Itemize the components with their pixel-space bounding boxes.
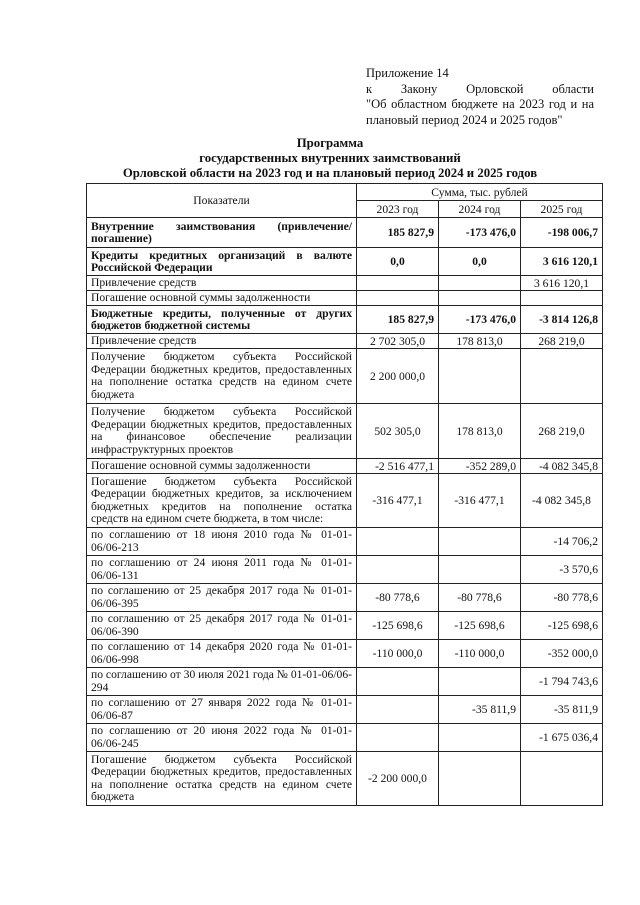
row-label: Погашение бюджетом субъекта Российской Федерации бюджетных кредитов, за исключением бюджетных кредитов на пополнение остатка средств на едином счете бюджета, в том числе: [87, 474, 357, 528]
value-2023: -316 477,1 [357, 474, 439, 528]
row-label: Внутренние заимствования (привлечение/погашение) [87, 218, 357, 248]
value-2024: 178 813,0 [439, 404, 521, 459]
row-label: Привлечение средств [87, 276, 357, 291]
value-2023: 0,0 [357, 248, 439, 276]
value-2023 [357, 668, 439, 696]
table-row [87, 640, 603, 668]
value-2023 [357, 291, 439, 306]
value-2025: 3 616 120,1 [521, 276, 603, 291]
value-2023 [357, 276, 439, 291]
value-2025: -1 675 036,4 [521, 724, 603, 752]
value-2024: -35 811,9 [439, 696, 521, 724]
title-line-3: Орловской области на 2023 год и на плановый период 2024 и 2025 годов [122, 166, 538, 180]
value-2024: -110 000,0 [439, 640, 521, 668]
row-label: Погашение бюджетом субъекта Российской Федерации бюджетных кредитов, предоставленных на пополнение остатка средств на едином счете бюджета [87, 752, 357, 806]
table-row [87, 334, 603, 349]
value-2025: 3 616 120,1 [521, 248, 603, 276]
row-label: Бюджетные кредиты, полученные от других бюджетов бюджетной системы [87, 306, 357, 334]
table-row [87, 584, 603, 612]
table-row [87, 404, 603, 459]
value-2025: -14 706,2 [521, 528, 603, 556]
appendix-line-2: к Закону Орловской области [366, 81, 594, 96]
row-label: по соглашению от 27 января 2022 года № 01-01-06/06-87 [87, 696, 357, 724]
table-row [87, 248, 603, 276]
value-2024: 178 813,0 [439, 334, 521, 349]
table-row [87, 668, 603, 696]
header-year-2023: 2023 год [357, 201, 439, 218]
value-2023 [357, 724, 439, 752]
value-2023: 2 702 305,0 [357, 334, 439, 349]
value-2025: -4 082 345,8 [521, 474, 603, 528]
appendix-line-1: Приложение 14 [366, 66, 449, 80]
value-2024 [439, 724, 521, 752]
appendix-line-3: "Об областном бюджете на 2023 год и на [366, 97, 594, 111]
table-row [87, 459, 603, 474]
appendix-header [366, 66, 594, 128]
value-2024: -173 476,0 [439, 306, 521, 334]
value-2025 [521, 349, 603, 404]
table-row [87, 218, 603, 248]
value-2025: -4 082 345,8 [521, 459, 603, 474]
row-label: по соглашению от 25 декабря 2017 года № 01-01-06/06-395 [87, 584, 357, 612]
value-2024: -80 778,6 [439, 584, 521, 612]
value-2023: -110 000,0 [357, 640, 439, 668]
row-label: Погашение основной суммы задолженности [87, 291, 357, 306]
value-2025: -125 698,6 [521, 612, 603, 640]
document-title [80, 136, 580, 181]
row-label: по соглашению от 24 июня 2011 года № 01-01-06/06-131 [87, 556, 357, 584]
title-line-2: государственных внутренних заимствований [199, 151, 461, 165]
table-row [87, 612, 603, 640]
header-indicator: Показатели [87, 184, 357, 218]
value-2024 [439, 752, 521, 806]
table-row [87, 306, 603, 334]
value-2024 [439, 291, 521, 306]
value-2025: -3 570,6 [521, 556, 603, 584]
row-label: по соглашению от 20 июня 2022 года № 01-01-06/06-245 [87, 724, 357, 752]
appendix-line-4: плановый период 2024 и 2025 годов" [366, 112, 563, 127]
borrowing-program-table [86, 183, 603, 806]
value-2025: -35 811,9 [521, 696, 603, 724]
row-label: Привлечение средств [87, 334, 357, 349]
row-label: по соглашению от 30 июля 2021 года № 01-01-06/06-294 [87, 668, 357, 696]
table-row [87, 724, 603, 752]
header-year-2024: 2024 год [439, 201, 521, 218]
value-2024: 0,0 [439, 248, 521, 276]
row-label: по соглашению от 18 июня 2010 года № 01-01-06/06-213 [87, 528, 357, 556]
value-2023: 185 827,9 [357, 218, 439, 248]
value-2023: -80 778,6 [357, 584, 439, 612]
table-row [87, 474, 603, 528]
value-2023 [357, 556, 439, 584]
value-2023: 2 200 000,0 [357, 349, 439, 404]
table-row [87, 276, 603, 291]
value-2025: -198 006,7 [521, 218, 603, 248]
value-2024 [439, 556, 521, 584]
value-2025: 268 219,0 [521, 404, 603, 459]
table-row [87, 349, 603, 404]
value-2024 [439, 349, 521, 404]
value-2023: -2 200 000,0 [357, 752, 439, 806]
row-label: Кредиты кредитных организаций в валюте Российской Федерации [87, 248, 357, 276]
row-label: по соглашению от 14 декабря 2020 года № 01-01-06/06-998 [87, 640, 357, 668]
value-2025: -352 000,0 [521, 640, 603, 668]
value-2023 [357, 696, 439, 724]
header-year-2025: 2025 год [521, 201, 603, 218]
row-label: Погашение основной суммы задолженности [87, 459, 357, 474]
value-2024 [439, 276, 521, 291]
value-2023: -2 516 477,1 [357, 459, 439, 474]
value-2024: -352 289,0 [439, 459, 521, 474]
row-label: Получение бюджетом субъекта Российской Федерации бюджетных кредитов, предоставленных на финансовое обеспечение реализации инфраструктурных проектов [87, 404, 357, 459]
table-row [87, 291, 603, 306]
value-2024: -173 476,0 [439, 218, 521, 248]
value-2025: -3 814 126,8 [521, 306, 603, 334]
header-sum: Сумма, тыс. рублей [357, 184, 603, 201]
value-2024 [439, 528, 521, 556]
value-2025: -80 778,6 [521, 584, 603, 612]
row-label: по соглашению от 25 декабря 2017 года № 01-01-06/06-390 [87, 612, 357, 640]
row-label: Получение бюджетом субъекта Российской Федерации бюджетных кредитов, предоставленных на пополнение остатка средств на едином счете бюджета [87, 349, 357, 404]
table-row [87, 696, 603, 724]
value-2024 [439, 668, 521, 696]
value-2025 [521, 291, 603, 306]
table-row [87, 556, 603, 584]
value-2023: -125 698,6 [357, 612, 439, 640]
value-2025: -1 794 743,6 [521, 668, 603, 696]
value-2025 [521, 752, 603, 806]
value-2023 [357, 528, 439, 556]
title-line-1: Программа [296, 136, 364, 150]
table-row [87, 752, 603, 806]
value-2023: 502 305,0 [357, 404, 439, 459]
value-2024: -125 698,6 [439, 612, 521, 640]
value-2025: 268 219,0 [521, 334, 603, 349]
table-row [87, 528, 603, 556]
value-2024: -316 477,1 [439, 474, 521, 528]
value-2023: 185 827,9 [357, 306, 439, 334]
